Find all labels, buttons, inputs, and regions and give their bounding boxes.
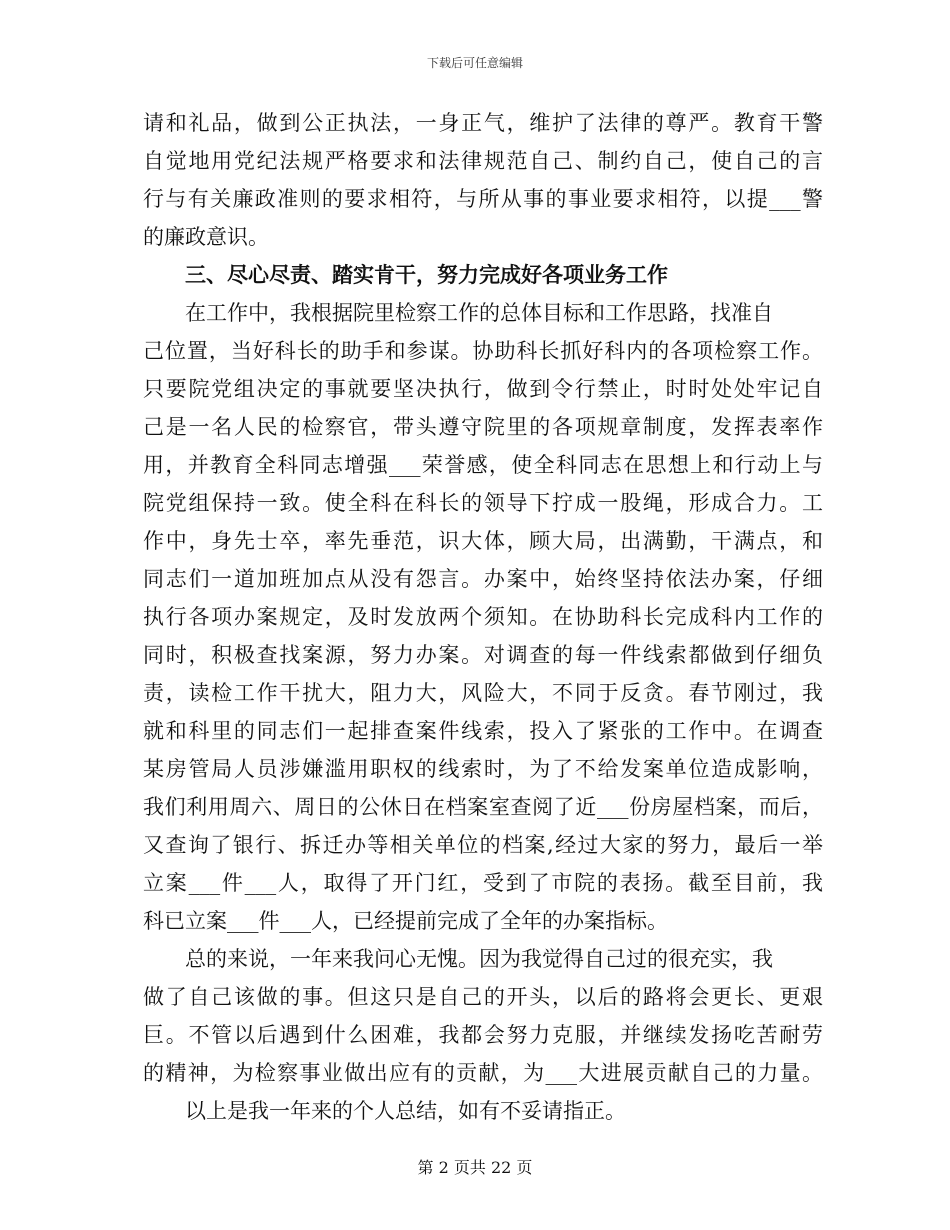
text-line: 又查询了银行、拆迁办等相关单位的档案,经过大家的努力，最后一举 [143,833,823,857]
text-line: 院党组保持一致。使全科在科长的领导下拧成一股绳，形成合力。工 [143,491,823,515]
text-line: 巨。不管以后遇到什么困难，我都会努力克服，并继续发扬吃苦耐劳 [143,1023,823,1047]
text-line: 行与有关廉政准则的要求相符，与所从事的事业要求相符，以提___警 [143,187,823,211]
section-heading: 三、尽心尽责、踏实肯干，努力完成好各项业务工作 [185,262,668,287]
text-line: 己是一名人民的检察官，带头遵守院里的各项规章制度，发挥表率作 [143,415,823,439]
text-line: 总的来说，一年来我问心无愧。因为我觉得自己过的很充实，我 [185,947,773,971]
text-line: 的精神，为检察事业做出应有的贡献，为___大进展贡献自己的力量。 [143,1061,823,1085]
text-line: 己位置，当好科长的助手和参谋。协助科长抓好科内的各项检察工作。 [143,339,823,363]
text-line: 同时，积极查找案源，努力办案。对调查的每一件线索都做到仔细负 [143,643,823,667]
text-line: 的廉政意识。 [143,225,269,249]
text-line: 某房管局人员涉嫌滥用职权的线索时，为了不给发案单位造成影响， [143,757,823,781]
text-line: 同志们一道加班加点从没有怨言。办案中，始终坚持依法办案，仔细 [143,567,823,591]
text-line: 立案___件___人，取得了开门红，受到了市院的表扬。截至目前，我 [143,871,823,895]
text-line: 就和科里的同志们一起排查案件线索，投入了紧张的工作中。在调查 [143,719,823,743]
text-line: 自觉地用党纪法规严格要求和法律规范自己、制约自己，使自己的言 [143,149,823,173]
text-line: 只要院党组决定的事就要坚决执行，做到令行禁止，时时处处牢记自 [143,377,823,401]
text-line: 请和礼品，做到公正执法，一身正气，维护了法律的尊严。教育干警 [143,111,823,135]
text-line: 执行各项办案规定，及时发放两个须知。在协助科长完成科内工作的 [143,605,823,629]
text-line: 用，并教育全科同志增强___荣誉感，使全科同志在思想上和行动上与 [143,453,823,477]
text-line: 我们利用周六、周日的公休日在档案室查阅了近___份房屋档案，而后， [143,795,823,819]
page-header: 下载后可任意编辑 [426,56,523,70]
text-line: 作中，身先士卒，率先垂范，识大体，顾大局，出满勤，干满点，和 [143,529,823,553]
text-line: 科已立案___件___人，已经提前完成了全年的办案指标。 [143,909,668,933]
text-line: 责，读检工作干扰大，阻力大，风险大，不同于反贪。春节刚过，我 [143,681,823,705]
page-footer: 第 2 页共 22 页 [417,1158,533,1177]
document-body [143,104,823,1130]
text-line: 做了自己该做的事。但这只是自己的开头，以后的路将会更长、更艰 [143,985,823,1009]
text-line: 以上是我一年来的个人总结，如有不妥请指正。 [185,1099,626,1123]
text-line: 在工作中，我根据院里检察工作的总体目标和工作思路，找准自 [185,301,773,325]
